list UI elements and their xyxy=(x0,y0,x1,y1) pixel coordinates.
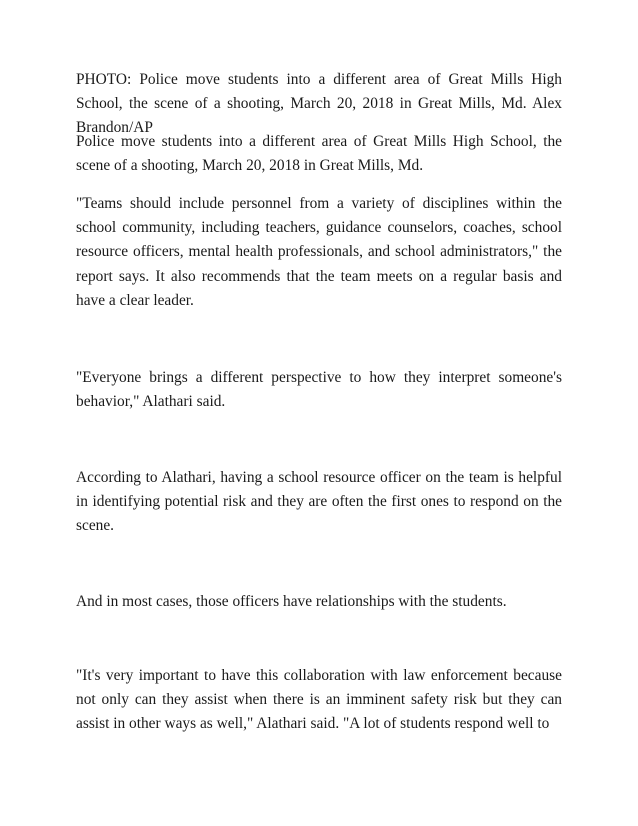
relationships-paragraph: And in most cases, those officers have relationships with the students. xyxy=(76,593,507,610)
perspective-quote-paragraph: "Everyone brings a different perspective to how they interpret someone's behavior," Alathari said. xyxy=(76,369,562,411)
caption-paragraph: Police move students into a different area of Great Mills High School, the scene of a shooting, March 20, 2018 in Great Mills, Md. xyxy=(76,133,562,175)
report-quote-paragraph: "Teams should include personnel from a variety of disciplines within the school community, including teachers, guidance counselors, coaches, school resource officers, mental health professionals, and school administrators," the report says. It also recommends that the team meets on a regular basis and have a clear leader. xyxy=(76,195,562,309)
collaboration-quote-paragraph: "It's very important to have this collaboration with law enforcement because not only can they assist when there is an imminent safety risk but they can assist in other ways as well," Alathari said. "A lot of students respond well to xyxy=(76,667,562,733)
resource-officer-paragraph: According to Alathari, having a school resource officer on the team is helpful in identifying potential risk and they are often the first ones to respond on the scene. xyxy=(76,469,562,535)
photo-caption-paragraph: PHOTO: Police move students into a different area of Great Mills High School, the scene of a shooting, March 20, 2018 in Great Mills, Md. Alex Brandon/AP xyxy=(76,71,562,137)
